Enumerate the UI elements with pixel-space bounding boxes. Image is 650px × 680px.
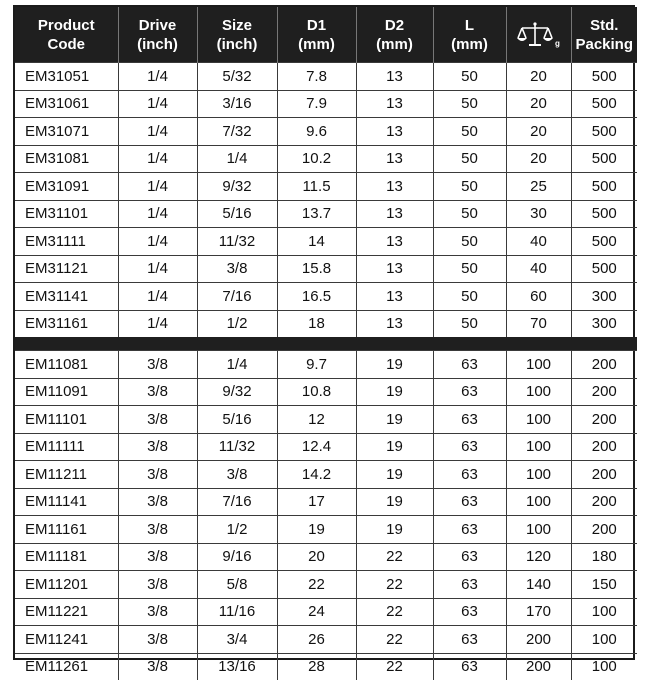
cell-drive: 1/4 bbox=[118, 228, 197, 256]
table-row bbox=[15, 200, 637, 228]
cell-weight: 20 bbox=[506, 90, 571, 118]
cell-weight: 100 bbox=[506, 433, 571, 461]
cell-size: 1/2 bbox=[197, 516, 277, 544]
cell-product-code: EM11211 bbox=[15, 461, 118, 489]
header-d2 bbox=[356, 7, 433, 63]
cell-weight: 20 bbox=[506, 63, 571, 91]
cell-std-packing: 500 bbox=[571, 63, 637, 91]
table-row bbox=[15, 228, 637, 256]
cell-size: 11/32 bbox=[197, 433, 277, 461]
table-row bbox=[15, 653, 637, 680]
cell-std-packing: 100 bbox=[571, 653, 637, 680]
header-product-code-line2: Code bbox=[15, 35, 118, 54]
header-d1 bbox=[277, 7, 356, 63]
cell-size: 11/16 bbox=[197, 598, 277, 626]
cell-drive: 3/8 bbox=[118, 653, 197, 680]
cell-d1: 9.6 bbox=[277, 118, 356, 146]
cell-d2: 19 bbox=[356, 433, 433, 461]
socket-spec-table-container bbox=[13, 5, 635, 660]
cell-length: 63 bbox=[433, 653, 506, 680]
table-row bbox=[15, 433, 637, 461]
cell-d2: 13 bbox=[356, 90, 433, 118]
cell-std-packing: 300 bbox=[571, 310, 637, 337]
cell-std-packing: 200 bbox=[571, 351, 637, 379]
cell-drive: 1/4 bbox=[118, 118, 197, 146]
table-row bbox=[15, 516, 637, 544]
header-std-packing-line1: Std. bbox=[572, 16, 638, 35]
cell-d2: 22 bbox=[356, 653, 433, 680]
cell-d2: 22 bbox=[356, 543, 433, 571]
cell-d2: 13 bbox=[356, 173, 433, 201]
header-length-line1: L bbox=[434, 16, 506, 35]
cell-d2: 22 bbox=[356, 626, 433, 654]
cell-d1: 20 bbox=[277, 543, 356, 571]
cell-std-packing: 500 bbox=[571, 145, 637, 173]
cell-d2: 19 bbox=[356, 488, 433, 516]
cell-d2: 13 bbox=[356, 310, 433, 337]
table-row bbox=[15, 378, 637, 406]
cell-d2: 19 bbox=[356, 461, 433, 489]
cell-d2: 19 bbox=[356, 378, 433, 406]
cell-size: 5/32 bbox=[197, 63, 277, 91]
cell-d2: 13 bbox=[356, 255, 433, 283]
cell-length: 63 bbox=[433, 406, 506, 434]
cell-drive: 1/4 bbox=[118, 90, 197, 118]
cell-d1: 12 bbox=[277, 406, 356, 434]
cell-weight: 40 bbox=[506, 255, 571, 283]
cell-d1: 14.2 bbox=[277, 461, 356, 489]
cell-product-code: EM11161 bbox=[15, 516, 118, 544]
header-size-line2: (inch) bbox=[198, 35, 277, 54]
cell-d1: 7.8 bbox=[277, 63, 356, 91]
table-row bbox=[15, 173, 637, 201]
cell-weight: 170 bbox=[506, 598, 571, 626]
cell-size: 1/4 bbox=[197, 351, 277, 379]
cell-length: 63 bbox=[433, 516, 506, 544]
cell-length: 50 bbox=[433, 255, 506, 283]
cell-std-packing: 500 bbox=[571, 118, 637, 146]
cell-std-packing: 200 bbox=[571, 488, 637, 516]
cell-weight: 100 bbox=[506, 406, 571, 434]
cell-drive: 1/4 bbox=[118, 255, 197, 283]
cell-weight: 100 bbox=[506, 461, 571, 489]
cell-size: 13/16 bbox=[197, 653, 277, 680]
cell-drive: 1/4 bbox=[118, 310, 197, 337]
cell-product-code: EM11181 bbox=[15, 543, 118, 571]
cell-drive: 3/8 bbox=[118, 406, 197, 434]
table-row bbox=[15, 406, 637, 434]
cell-weight: 70 bbox=[506, 310, 571, 337]
cell-size: 11/32 bbox=[197, 228, 277, 256]
table-row bbox=[15, 598, 637, 626]
cell-size: 9/16 bbox=[197, 543, 277, 571]
cell-weight: 100 bbox=[506, 516, 571, 544]
table-row bbox=[15, 571, 637, 599]
cell-d1: 14 bbox=[277, 228, 356, 256]
cell-std-packing: 100 bbox=[571, 598, 637, 626]
header-product-code-line1: Product bbox=[15, 16, 118, 35]
cell-size: 7/16 bbox=[197, 283, 277, 311]
cell-product-code: EM31161 bbox=[15, 310, 118, 337]
cell-weight: 40 bbox=[506, 228, 571, 256]
cell-drive: 1/4 bbox=[118, 145, 197, 173]
cell-d2: 13 bbox=[356, 283, 433, 311]
cell-product-code: EM31121 bbox=[15, 255, 118, 283]
cell-product-code: EM11141 bbox=[15, 488, 118, 516]
header-size-line1: Size bbox=[198, 16, 277, 35]
header-length bbox=[433, 7, 506, 63]
cell-std-packing: 500 bbox=[571, 90, 637, 118]
cell-weight: 100 bbox=[506, 378, 571, 406]
cell-drive: 1/4 bbox=[118, 173, 197, 201]
cell-std-packing: 200 bbox=[571, 461, 637, 489]
cell-product-code: EM11111 bbox=[15, 433, 118, 461]
header-product-code bbox=[15, 7, 118, 63]
cell-length: 50 bbox=[433, 228, 506, 256]
cell-weight: 30 bbox=[506, 200, 571, 228]
table-row bbox=[15, 310, 637, 337]
balance-scale-icon bbox=[517, 21, 561, 49]
cell-size: 3/4 bbox=[197, 626, 277, 654]
cell-product-code: EM11101 bbox=[15, 406, 118, 434]
header-drive bbox=[118, 7, 197, 63]
cell-drive: 3/8 bbox=[118, 433, 197, 461]
cell-weight: 120 bbox=[506, 543, 571, 571]
cell-drive: 3/8 bbox=[118, 571, 197, 599]
cell-d1: 19 bbox=[277, 516, 356, 544]
cell-d2: 13 bbox=[356, 145, 433, 173]
cell-std-packing: 500 bbox=[571, 173, 637, 201]
cell-d2: 13 bbox=[356, 228, 433, 256]
header-drive-line2: (inch) bbox=[119, 35, 197, 54]
cell-std-packing: 500 bbox=[571, 200, 637, 228]
weight-unit-label: g bbox=[555, 39, 560, 48]
cell-product-code: EM31061 bbox=[15, 90, 118, 118]
cell-size: 7/16 bbox=[197, 488, 277, 516]
cell-d2: 22 bbox=[356, 571, 433, 599]
cell-d2: 13 bbox=[356, 63, 433, 91]
cell-d1: 11.5 bbox=[277, 173, 356, 201]
table-row bbox=[15, 63, 637, 91]
cell-weight: 100 bbox=[506, 488, 571, 516]
cell-weight: 200 bbox=[506, 626, 571, 654]
cell-length: 50 bbox=[433, 200, 506, 228]
cell-drive: 1/4 bbox=[118, 63, 197, 91]
table-row bbox=[15, 351, 637, 379]
cell-d1: 17 bbox=[277, 488, 356, 516]
cell-size: 5/8 bbox=[197, 571, 277, 599]
cell-product-code: EM31091 bbox=[15, 173, 118, 201]
cell-drive: 3/8 bbox=[118, 598, 197, 626]
cell-d1: 26 bbox=[277, 626, 356, 654]
cell-std-packing: 300 bbox=[571, 283, 637, 311]
header-d2-line1: D2 bbox=[357, 16, 433, 35]
table-row bbox=[15, 543, 637, 571]
header-d2-line2: (mm) bbox=[357, 35, 433, 54]
header-std-packing bbox=[571, 7, 637, 63]
cell-drive: 3/8 bbox=[118, 351, 197, 379]
table-row bbox=[15, 90, 637, 118]
cell-drive: 1/4 bbox=[118, 283, 197, 311]
cell-size: 3/8 bbox=[197, 461, 277, 489]
cell-size: 1/4 bbox=[197, 145, 277, 173]
group-separator bbox=[15, 337, 637, 351]
group-separator-bar bbox=[15, 337, 637, 351]
cell-drive: 3/8 bbox=[118, 488, 197, 516]
cell-d1: 22 bbox=[277, 571, 356, 599]
cell-length: 50 bbox=[433, 90, 506, 118]
cell-product-code: EM31141 bbox=[15, 283, 118, 311]
cell-product-code: EM31051 bbox=[15, 63, 118, 91]
cell-size: 3/8 bbox=[197, 255, 277, 283]
cell-std-packing: 200 bbox=[571, 433, 637, 461]
cell-size: 1/2 bbox=[197, 310, 277, 337]
table-row bbox=[15, 145, 637, 173]
cell-d2: 19 bbox=[356, 351, 433, 379]
cell-product-code: EM11261 bbox=[15, 653, 118, 680]
cell-std-packing: 100 bbox=[571, 626, 637, 654]
cell-drive: 1/4 bbox=[118, 200, 197, 228]
table-row bbox=[15, 255, 637, 283]
cell-std-packing: 150 bbox=[571, 571, 637, 599]
cell-d1: 15.8 bbox=[277, 255, 356, 283]
cell-length: 63 bbox=[433, 571, 506, 599]
cell-std-packing: 180 bbox=[571, 543, 637, 571]
header-d1-line2: (mm) bbox=[278, 35, 356, 54]
cell-drive: 3/8 bbox=[118, 378, 197, 406]
cell-d1: 10.8 bbox=[277, 378, 356, 406]
table-row bbox=[15, 118, 637, 146]
header-length-line2: (mm) bbox=[434, 35, 506, 54]
cell-weight: 100 bbox=[506, 351, 571, 379]
cell-length: 63 bbox=[433, 543, 506, 571]
cell-d2: 19 bbox=[356, 406, 433, 434]
header-drive-line1: Drive bbox=[119, 16, 197, 35]
cell-weight: 140 bbox=[506, 571, 571, 599]
cell-length: 63 bbox=[433, 433, 506, 461]
cell-length: 50 bbox=[433, 63, 506, 91]
cell-product-code: EM11091 bbox=[15, 378, 118, 406]
header-row bbox=[15, 7, 637, 63]
cell-d1: 18 bbox=[277, 310, 356, 337]
cell-length: 63 bbox=[433, 488, 506, 516]
cell-drive: 3/8 bbox=[118, 626, 197, 654]
table-header bbox=[15, 7, 637, 63]
cell-weight: 60 bbox=[506, 283, 571, 311]
cell-product-code: EM31071 bbox=[15, 118, 118, 146]
cell-length: 63 bbox=[433, 351, 506, 379]
cell-length: 50 bbox=[433, 145, 506, 173]
cell-d1: 24 bbox=[277, 598, 356, 626]
cell-d2: 13 bbox=[356, 200, 433, 228]
cell-length: 63 bbox=[433, 598, 506, 626]
cell-d1: 16.5 bbox=[277, 283, 356, 311]
cell-length: 50 bbox=[433, 283, 506, 311]
header-size bbox=[197, 7, 277, 63]
cell-weight: 200 bbox=[506, 653, 571, 680]
header-d1-line1: D1 bbox=[278, 16, 356, 35]
cell-std-packing: 500 bbox=[571, 255, 637, 283]
cell-size: 7/32 bbox=[197, 118, 277, 146]
cell-d1: 9.7 bbox=[277, 351, 356, 379]
cell-weight: 20 bbox=[506, 118, 571, 146]
cell-product-code: EM31111 bbox=[15, 228, 118, 256]
cell-std-packing: 500 bbox=[571, 228, 637, 256]
cell-std-packing: 200 bbox=[571, 378, 637, 406]
header-std-packing-line2: Packing bbox=[572, 35, 638, 54]
cell-length: 63 bbox=[433, 378, 506, 406]
cell-size: 5/16 bbox=[197, 406, 277, 434]
cell-d1: 10.2 bbox=[277, 145, 356, 173]
cell-weight: 25 bbox=[506, 173, 571, 201]
cell-d2: 13 bbox=[356, 118, 433, 146]
cell-product-code: EM11201 bbox=[15, 571, 118, 599]
cell-product-code: EM31081 bbox=[15, 145, 118, 173]
cell-product-code: EM11221 bbox=[15, 598, 118, 626]
cell-size: 3/16 bbox=[197, 90, 277, 118]
cell-d1: 7.9 bbox=[277, 90, 356, 118]
cell-size: 5/16 bbox=[197, 200, 277, 228]
table-body bbox=[15, 63, 637, 680]
cell-d2: 19 bbox=[356, 516, 433, 544]
cell-std-packing: 200 bbox=[571, 406, 637, 434]
cell-std-packing: 200 bbox=[571, 516, 637, 544]
cell-drive: 3/8 bbox=[118, 461, 197, 489]
cell-length: 50 bbox=[433, 118, 506, 146]
cell-length: 63 bbox=[433, 461, 506, 489]
cell-d2: 22 bbox=[356, 598, 433, 626]
cell-drive: 3/8 bbox=[118, 543, 197, 571]
table-row bbox=[15, 283, 637, 311]
cell-d1: 28 bbox=[277, 653, 356, 680]
table-row bbox=[15, 626, 637, 654]
cell-drive: 3/8 bbox=[118, 516, 197, 544]
cell-d1: 13.7 bbox=[277, 200, 356, 228]
cell-d1: 12.4 bbox=[277, 433, 356, 461]
cell-product-code: EM31101 bbox=[15, 200, 118, 228]
socket-spec-table bbox=[15, 7, 637, 680]
cell-length: 50 bbox=[433, 310, 506, 337]
table-row bbox=[15, 461, 637, 489]
cell-length: 50 bbox=[433, 173, 506, 201]
cell-length: 63 bbox=[433, 626, 506, 654]
header-weight bbox=[506, 7, 571, 63]
cell-product-code: EM11081 bbox=[15, 351, 118, 379]
cell-weight: 20 bbox=[506, 145, 571, 173]
cell-size: 9/32 bbox=[197, 378, 277, 406]
cell-size: 9/32 bbox=[197, 173, 277, 201]
cell-product-code: EM11241 bbox=[15, 626, 118, 654]
table-row bbox=[15, 488, 637, 516]
